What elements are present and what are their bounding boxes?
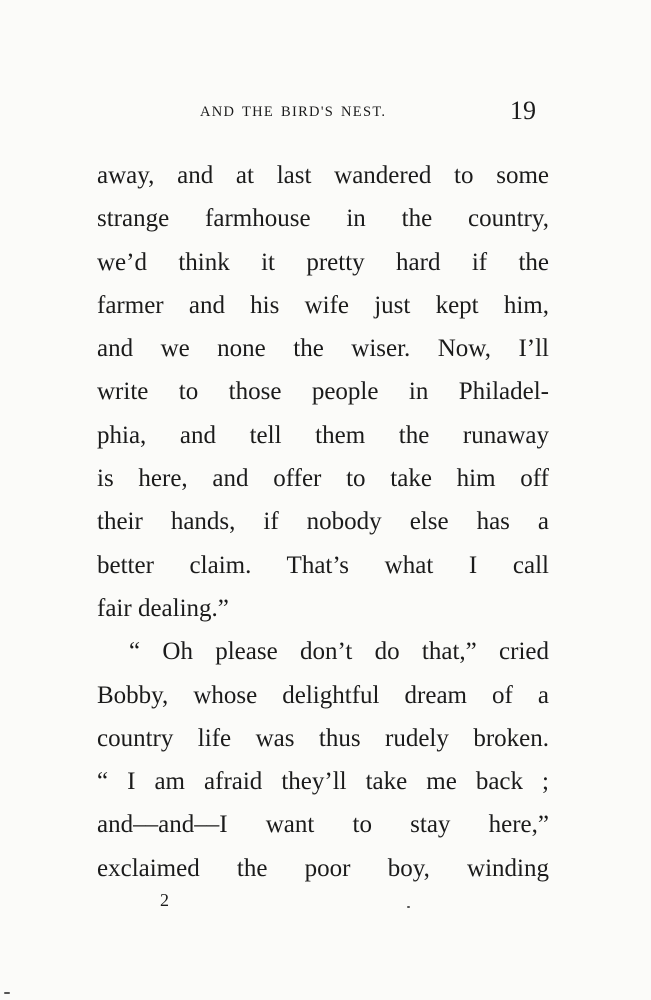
text-line: their hands, if nobody else has a xyxy=(97,508,549,536)
text-line: strange farmhouse in the country, xyxy=(97,205,549,233)
text-line: write to those people in Philadel- xyxy=(97,378,549,406)
text-line: better claim. That’s what I call xyxy=(97,551,549,579)
body-text xyxy=(97,154,549,890)
text-line: farmer and his wife just kept him, xyxy=(97,291,549,319)
text-line: is here, and offer to take him off xyxy=(97,465,549,493)
ink-speck xyxy=(4,992,10,994)
text-line: and we none the wiser. Now, I’ll xyxy=(97,335,549,363)
text-line: exclaimed the poor boy, winding xyxy=(97,854,549,882)
text-line: phia, and tell them the runaway xyxy=(97,421,549,449)
signature-mark: 2 xyxy=(160,890,169,910)
text-line: “ Oh please don’t do that,” cried xyxy=(129,638,549,666)
text-line: we’d think it pretty hard if the xyxy=(97,248,549,276)
text-line: country life was thus rudely broken. xyxy=(97,724,549,752)
ink-speck xyxy=(407,906,410,908)
text-line: fair dealing.” xyxy=(97,594,229,622)
text-line: away, and at last wandered to some xyxy=(97,162,549,189)
text-line: “ I am afraid they’ll take me back ; xyxy=(97,768,549,796)
text-line: and––and––I want to stay here,” xyxy=(97,811,549,839)
text-line: Bobby, whose delightful dream of a xyxy=(97,681,549,709)
running-head: AND THE BIRD'S NEST. xyxy=(200,104,387,120)
page-number: 19 xyxy=(510,96,536,125)
